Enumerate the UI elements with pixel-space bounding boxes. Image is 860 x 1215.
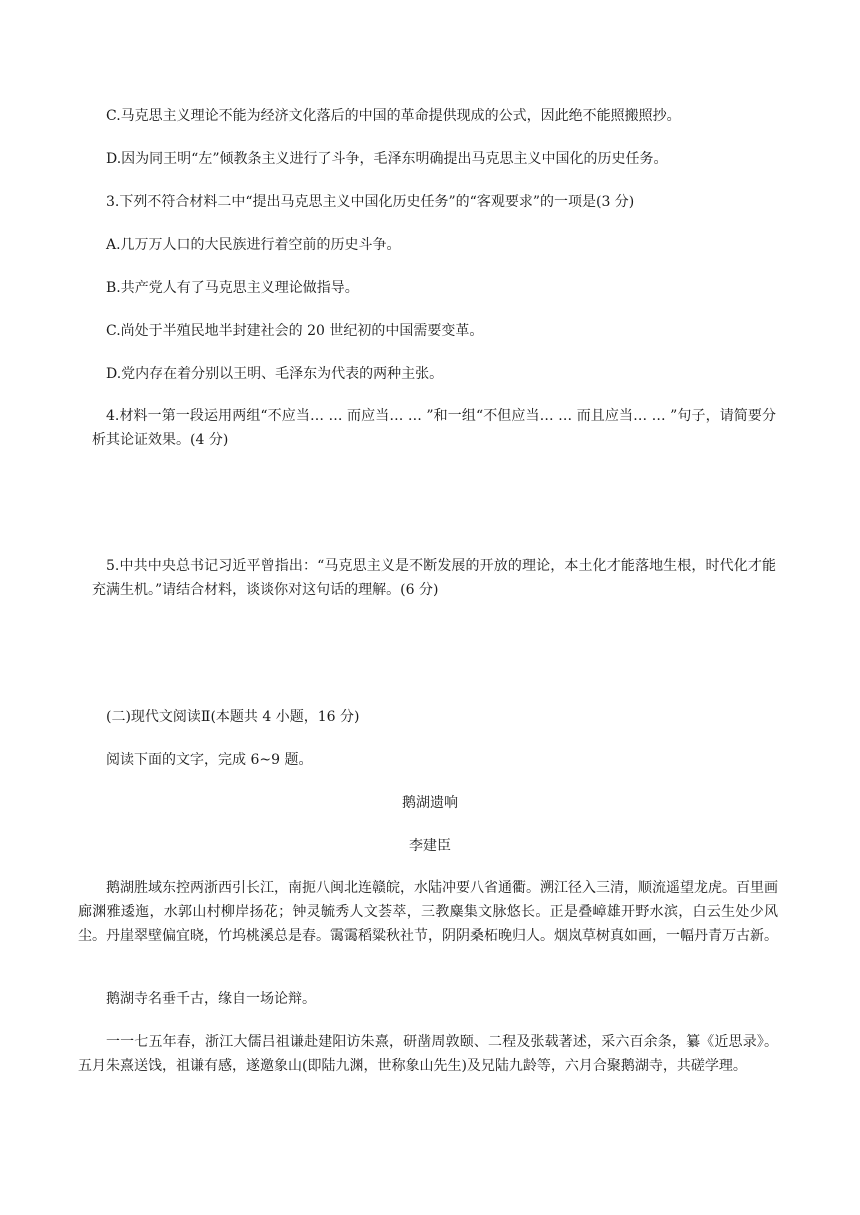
article-author: 李建臣 [409, 838, 451, 854]
article-title: 鹅湖遗响 [402, 795, 458, 811]
q3-option-b: B.共产党人有了马克思主义理论做指导。 [106, 280, 359, 296]
q3-option-c: C.尚处于半殖民地半封建社会的 20 世纪初的中国需要变革。 [106, 323, 484, 339]
q5-stem: 5.中共中央总书记习近平曾指出：“马克思主义是不断发展的开放的理论，本土化才能落地生根，时代化才能充满生机。”请结合材料，谈谈你对这句话的理解。(6 分) [92, 558, 776, 598]
article-paragraph-2: 鹅湖寺名垂千古，缘自一场论辩。 [106, 991, 316, 1007]
q4-stem: 4.材料一第一段运用两组“不应当… … 而应当… … ”和一组“不但应当… … 而且应当… … ”句子，请简要分析其论证效果。(4 分) [92, 408, 776, 448]
q3-option-d: D.党内存在着分别以王明、毛泽东为代表的两种主张。 [106, 366, 444, 382]
q3-option-a: A.几万万人口的大民族进行着空前的历史斗争。 [106, 237, 401, 253]
q2-option-d: D.因为同王明“左”倾教条主义进行了斗争，毛泽东明确提出马克思主义中国化的历史任务。 [106, 151, 668, 167]
reading-instruction: 阅读下面的文字，完成 6~9 题。 [106, 752, 313, 768]
section-heading: (二)现代文阅读Ⅱ(本题共 4 小题，16 分) [106, 709, 360, 725]
q3-stem: 3.下列不符合材料二中“提出马克思主义中国化历史任务”的“客观要求”的一项是(3 分) [106, 194, 635, 210]
article-paragraph-1: 鹅湖胜域东控两浙西引长江，南扼八闽北连赣皖，水陆冲要八省通衢。溯江径入三清，顺流遥望龙虎。百里画廊渊雅逶迤，水郭山村柳岸扬花；钟灵毓秀人文荟萃，三教麋集文脉悠长。正是叠嶂雄开野水滨，白云生处少风尘。丹崖翠壁偏宜晓，竹坞桃溪总是春。霭霭稻粱秋社节，阴阴桑柘晚归人。烟岚草树真如画，一幅丹青万古新。 [78, 880, 778, 944]
article-paragraph-3: 一一七五年春，浙江大儒吕祖谦赴建阳访朱熹，研凿周敦颐、二程及张载著述，采六百余条，纂《近思录》。五月朱熹送饯，祖谦有感，遂邀象山(即陆九渊，世称象山先生)及兄陆九龄等，六月合聚鹅湖寺，共磋学理。 [78, 1034, 778, 1074]
q2-option-c: C.马克思主义理论不能为经济文化落后的中国的革命提供现成的公式，因此绝不能照搬照抄。 [106, 108, 681, 124]
